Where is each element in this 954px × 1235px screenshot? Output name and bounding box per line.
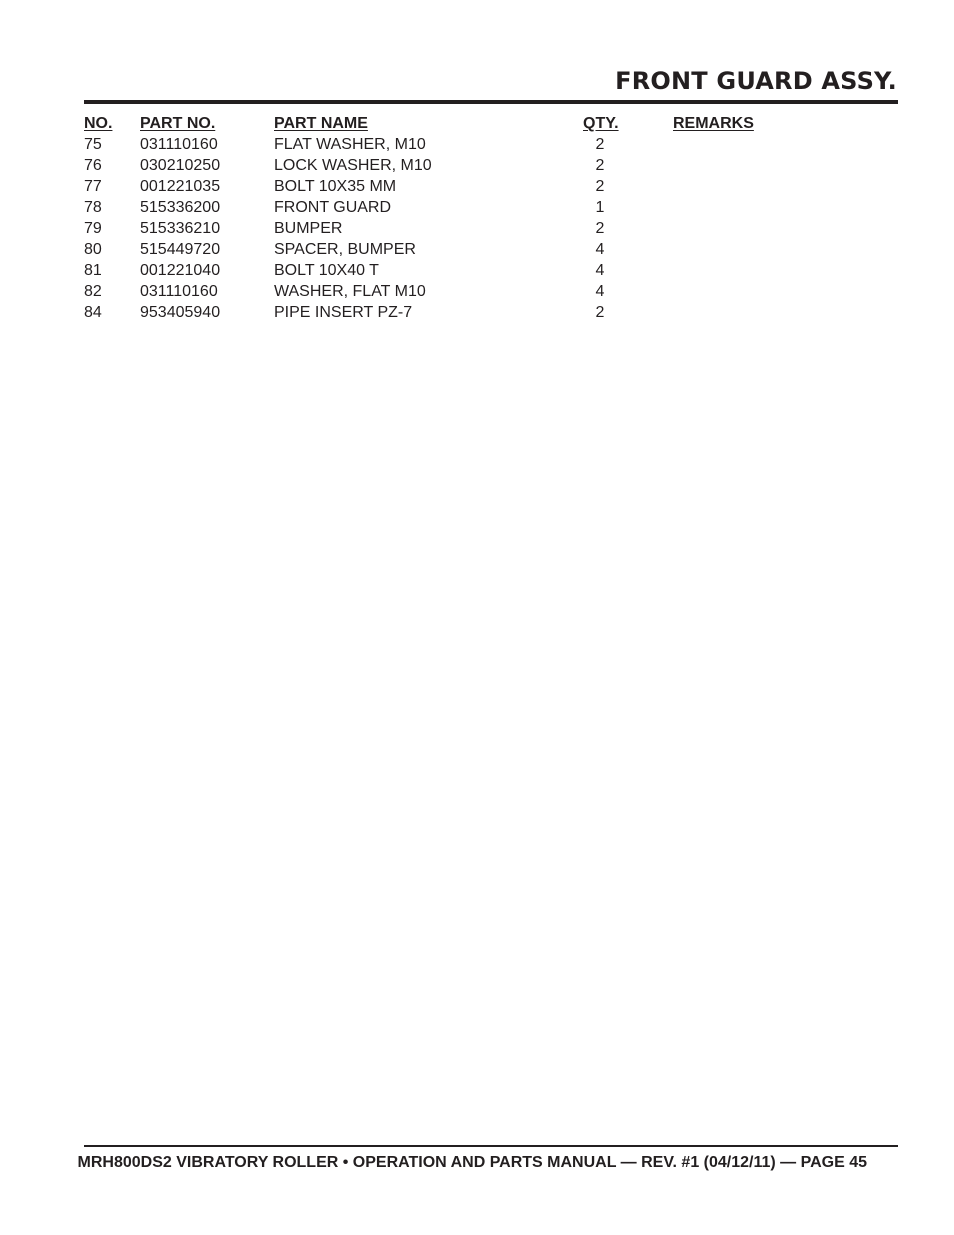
row-no: 80: [84, 241, 102, 258]
row-part-no: 001221035: [140, 178, 221, 195]
title-rule: [84, 100, 898, 104]
row-qty: 2: [595, 157, 605, 174]
row-part-no: 001221040: [140, 262, 221, 279]
row-no: 75: [84, 136, 102, 153]
header-no: NO.: [84, 115, 113, 132]
table-row: [84, 281, 898, 302]
row-part-name: LOCK WASHER, M10: [274, 157, 432, 174]
table-row: [84, 155, 898, 176]
table-row: [84, 239, 898, 260]
table-header-row: [84, 113, 898, 134]
row-part-no: 953405940: [140, 304, 221, 321]
row-qty: 4: [595, 241, 605, 258]
row-part-name: FRONT GUARD: [274, 199, 392, 216]
row-part-name: FLAT WASHER, M10: [274, 136, 426, 153]
page-title: FRONT GUARD ASSY.: [615, 67, 897, 95]
table-row: [84, 302, 898, 323]
row-qty: 1: [595, 199, 605, 216]
row-no: 84: [84, 304, 102, 321]
row-part-no: 031110160: [140, 136, 218, 153]
row-qty: 2: [595, 220, 605, 237]
row-part-name: BOLT 10X35 MM: [274, 178, 397, 195]
parts-table: [84, 113, 898, 323]
row-part-no: 030210250: [140, 157, 221, 174]
table-row: [84, 218, 898, 239]
row-part-name: PIPE INSERT PZ-7: [274, 304, 413, 321]
row-part-no: 515336210: [140, 220, 221, 237]
page-footer: MRH800DS2 VIBRATORY ROLLER • OPERATION AND PARTS MANUAL — REV. #1 (04/12/11) — PAGE 45: [77, 1154, 867, 1171]
row-part-name: BUMPER: [274, 220, 343, 237]
row-qty: 2: [595, 136, 605, 153]
row-part-no: 515336200: [140, 199, 221, 216]
row-part-name: SPACER, BUMPER: [274, 241, 416, 258]
row-no: 81: [84, 262, 102, 279]
table-row: [84, 176, 898, 197]
row-no: 76: [84, 157, 102, 174]
row-no: 79: [84, 220, 102, 237]
footer-rule: [84, 1145, 898, 1147]
row-no: 82: [84, 283, 102, 300]
row-no: 77: [84, 178, 102, 195]
row-part-no: 031110160: [140, 283, 218, 300]
row-no: 78: [84, 199, 102, 216]
table-row: [84, 260, 898, 281]
header-remarks: REMARKS: [673, 115, 754, 132]
table-row: [84, 197, 898, 218]
table-row: [84, 134, 898, 155]
row-qty: 4: [595, 283, 605, 300]
row-qty: 2: [595, 178, 605, 195]
row-part-name: WASHER, FLAT M10: [274, 283, 426, 300]
header-part-no: PART NO.: [140, 115, 216, 132]
row-part-name: BOLT 10X40 T: [274, 262, 379, 279]
row-part-no: 515449720: [140, 241, 221, 258]
header-part-name: PART NAME: [274, 115, 368, 132]
row-qty: 4: [595, 262, 605, 279]
header-qty: QTY.: [583, 115, 619, 132]
row-qty: 2: [595, 304, 605, 321]
